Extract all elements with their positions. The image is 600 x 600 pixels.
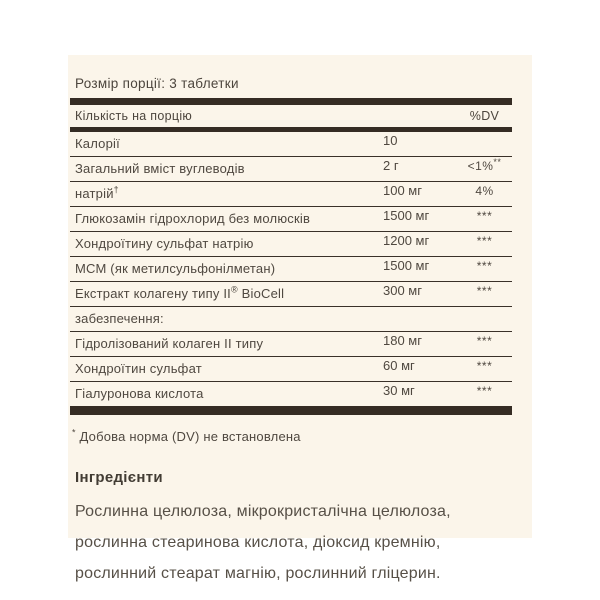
nutrient-name: Калорії bbox=[75, 136, 120, 151]
nutrient-dv: *** bbox=[476, 284, 493, 298]
facts-table bbox=[70, 98, 512, 415]
table-row bbox=[70, 332, 512, 357]
nutrient-dv: *** bbox=[476, 209, 493, 223]
serving-size-text: Розмір порції: 3 таблетки bbox=[75, 76, 239, 91]
footnote-symbol: * bbox=[72, 427, 76, 438]
table-row bbox=[70, 357, 512, 382]
nutrient-amount: 1200 мг bbox=[383, 233, 430, 248]
amount-per-serving-header: Кількість на порцію bbox=[75, 109, 193, 123]
facts-rows bbox=[70, 132, 512, 406]
ingredients-heading: Інгредієнти bbox=[75, 469, 163, 486]
nutrient-dv: *** bbox=[476, 234, 493, 248]
nutrient-amount: 60 мг bbox=[383, 358, 415, 373]
table-row bbox=[70, 282, 512, 307]
nutrient-name: Гіалуронова кислота bbox=[75, 386, 204, 401]
nutrient-amount: 1500 мг bbox=[383, 258, 430, 273]
nutrient-name: Гідролізований колаген II типу bbox=[75, 336, 264, 351]
footnote-text: Добова норма (DV) не встановлена bbox=[75, 429, 301, 444]
table-row bbox=[70, 157, 512, 182]
table-row bbox=[70, 232, 512, 257]
nutrient-amount: 300 мг bbox=[383, 283, 422, 298]
nutrient-name: натрій† bbox=[75, 184, 119, 201]
nutrient-dv: <1%** bbox=[467, 157, 502, 173]
table-row bbox=[70, 207, 512, 232]
table-bottom-bar bbox=[70, 406, 512, 415]
nutrient-dv: *** bbox=[476, 259, 493, 273]
nutrient-dv: *** bbox=[476, 359, 493, 373]
dv-footnote bbox=[72, 429, 514, 444]
table-row bbox=[70, 382, 512, 406]
table-row bbox=[70, 182, 512, 207]
nutrient-dv: 4% bbox=[475, 184, 494, 198]
nutrient-dv: *** bbox=[476, 384, 493, 398]
nutrient-name: Загальний вміст вуглеводів bbox=[75, 161, 245, 176]
nutrient-name: Глюкозамін гідрохлорид без молюсків bbox=[75, 211, 311, 226]
nutrient-dv: *** bbox=[476, 334, 493, 348]
supplement-facts-label bbox=[68, 55, 532, 582]
nutrient-amount: 100 мг bbox=[383, 183, 422, 198]
table-top-bar bbox=[70, 98, 512, 105]
percent-dv-header: %DV bbox=[469, 109, 500, 123]
nutrient-amount: 1500 мг bbox=[383, 208, 430, 223]
ingredients-text: Рослинна целюлоза, мікрокристалічна целюлоза, рослинна стеаринова кислота, діоксид кремнію, рослинний стеарат магнію, рослинний гліцерин. bbox=[75, 503, 451, 582]
table-row bbox=[70, 257, 512, 282]
nutrient-amount: 10 bbox=[383, 133, 398, 148]
nutrient-name: Екстракт колагену типу II® BioCell bbox=[75, 284, 285, 301]
nutrient-amount: 30 мг bbox=[383, 383, 415, 398]
nutrient-amount: 2 г bbox=[383, 158, 399, 173]
nutrient-name: Хондроїтину сульфат натрію bbox=[75, 236, 254, 251]
nutrient-name: МСМ (як метилсульфонілметан) bbox=[75, 261, 276, 276]
table-header-row bbox=[70, 105, 512, 127]
nutrient-name: Хондроїтин сульфат bbox=[75, 361, 202, 376]
table-row bbox=[70, 307, 512, 332]
table-row bbox=[70, 132, 512, 157]
nutrient-amount: 180 мг bbox=[383, 333, 422, 348]
nutrient-name: забезпечення: bbox=[75, 311, 164, 326]
